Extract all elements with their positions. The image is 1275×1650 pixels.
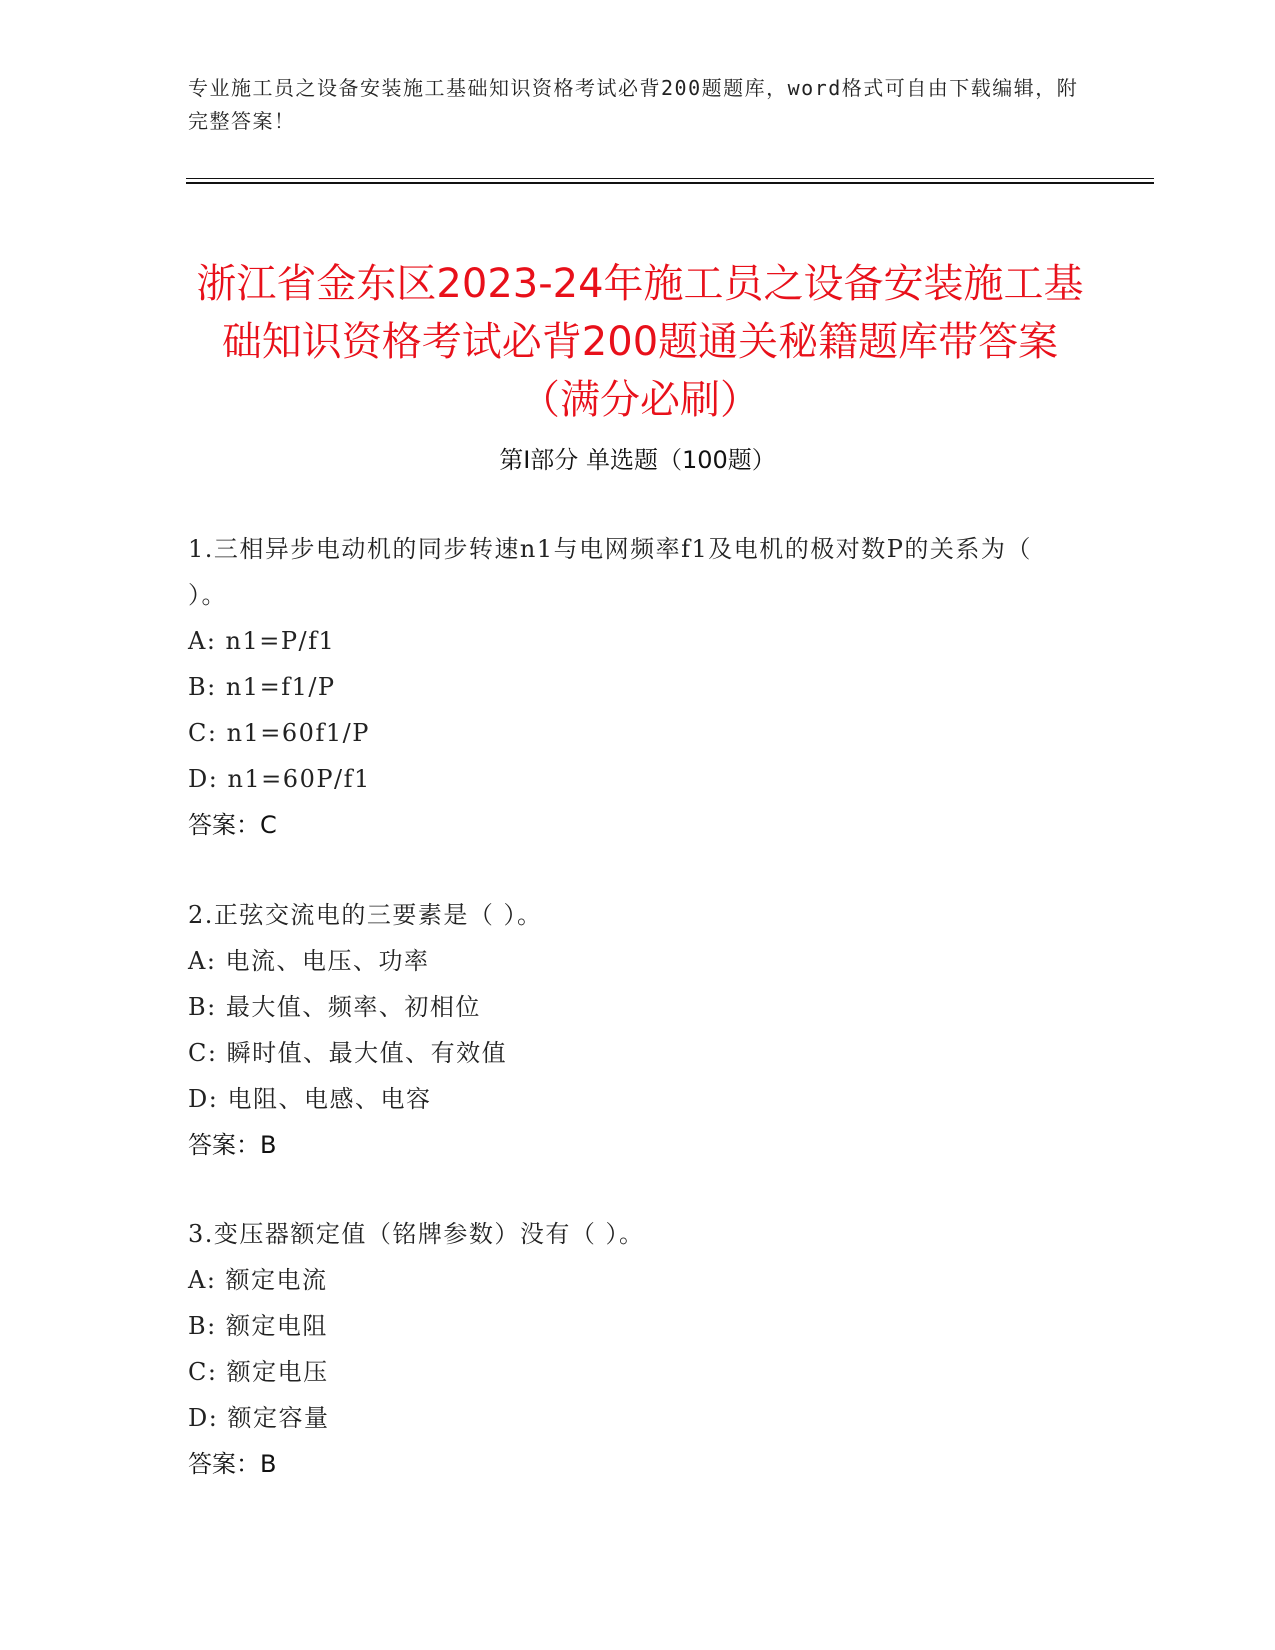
answer: 答案：C (188, 811, 277, 839)
option-a: A: n1=P/f1 (188, 627, 336, 655)
header-divider-thick (186, 182, 1154, 184)
option-b: B: 额定电阻 (188, 1312, 328, 1340)
question-2 (188, 892, 1068, 1168)
question-1 (188, 526, 1068, 848)
header-note: 专业施工员之设备安装施工基础知识资格考试必背200题题库，word格式可自由下载编辑，附完整答案！ (188, 76, 1079, 133)
option-a: A: 额定电流 (188, 1266, 328, 1294)
answer: 答案：B (188, 1450, 277, 1478)
option-b: B: 最大值、频率、初相位 (188, 993, 481, 1021)
option-a: A: 电流、电压、功率 (188, 947, 430, 975)
question-stem: 1.三相异步电动机的同步转速n1与电网频率f1及电机的极对数P的关系为（ ）。 (188, 535, 1032, 609)
option-c: C: 额定电压 (188, 1358, 329, 1386)
option-b: B: n1=f1/P (188, 673, 336, 701)
question-stem: 2.正弦交流电的三要素是（ ）。 (188, 901, 543, 929)
section-heading: 第I部分 单选题（100题） (499, 446, 776, 474)
document-title: 浙江省金东区2023-24年施工员之设备安装施工基础知识资格考试必背200题通关秘籍题库带答案（满分必刷） (196, 260, 1084, 423)
option-c: C: n1=60f1/P (188, 719, 370, 747)
option-d: D: 额定容量 (188, 1404, 330, 1432)
option-d: D: 电阻、电感、电容 (188, 1085, 432, 1113)
option-c: C: 瞬时值、最大值、有效值 (188, 1039, 508, 1067)
answer: 答案：B (188, 1131, 277, 1159)
header-divider-thin (186, 178, 1154, 179)
question-3 (188, 1211, 1068, 1487)
option-d: D: n1=60P/f1 (188, 765, 371, 793)
question-stem: 3.变压器额定值（铭牌参数）没有（ ）。 (188, 1220, 645, 1248)
